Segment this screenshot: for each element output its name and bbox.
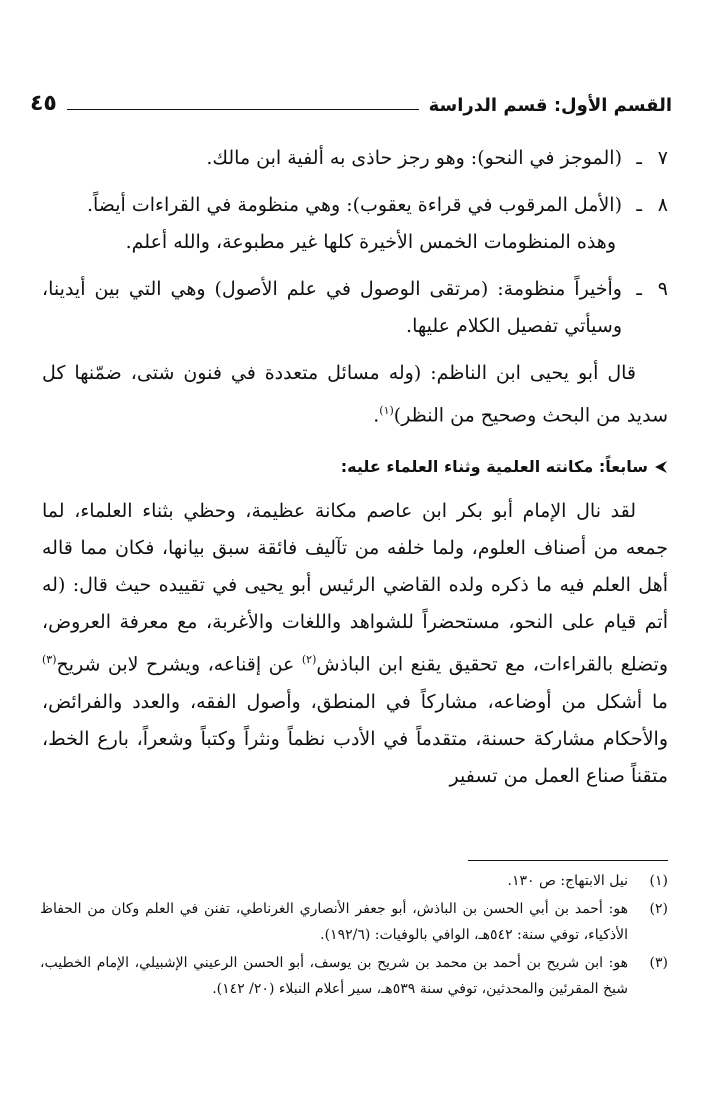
- item-number: ٧: [657, 147, 668, 169]
- arrow-bullet-icon: [654, 460, 668, 474]
- quote-text: قال أبو يحيى ابن الناظم: (وله مسائل متعددة في فنون شتى، ضمّنها كل سديد من البحث وصحيح من النظر): [42, 362, 668, 427]
- quote-end: .: [373, 404, 380, 427]
- footnote-ref-3: (٣): [42, 653, 57, 667]
- section-heading: [42, 448, 668, 485]
- footnote-number: (١): [649, 873, 668, 889]
- footnote-number: (٣): [649, 955, 668, 971]
- footnote-ref-2: (٢): [301, 653, 317, 667]
- footnote-3: [40, 950, 668, 1002]
- quote-paragraph: [42, 355, 668, 434]
- header-title: القسم الأول: قسم الدراسة: [428, 95, 672, 116]
- footnote-separator: [468, 860, 668, 861]
- list-item-9: [42, 271, 668, 345]
- item-text: وأخيراً منظومة: (مرتقى الوصول في علم الأصول) وهي التي بين أيدينا، وسيأتي تفصيل الكلام عليها.: [42, 278, 622, 337]
- footnote-text: هو: أحمد بن أبي الحسن بن الباذش، أبو جعفر الأنصاري الغرناطي، تفنن في العلم وكان من الحفاظ الأذكياء، توفي سنة: ٥٤٢هـ، الوافي بالوفيات: (١٩٢/٦).: [40, 901, 628, 943]
- header-rule: [67, 109, 419, 110]
- footnote-2: [40, 896, 668, 948]
- paragraph-text-2: عن إقناعه، ويشرح لابن شريح: [56, 653, 302, 676]
- footnote-ref-1: (١): [379, 404, 394, 417]
- footnote-text: هو: ابن شريح بن أحمد بن محمد بن شريح بن يوسف، أبو الحسن الرعيني الإشبيلي، الإمام الخطيب، شيخ المقرئين والمحدثين، توفي سنة ٥٣٩هـ، سير أعلام النبلاء (٢٠/ ١٤٢).: [40, 955, 628, 997]
- item-number: ٨: [657, 194, 668, 216]
- note-line: وهذه المنظومات الخمس الأخيرة كلها غير مطبوعة، والله أعلم.: [125, 231, 616, 253]
- list-item-8: [42, 187, 668, 224]
- item-dash: ـ: [636, 278, 642, 300]
- list-item-7: [42, 140, 668, 177]
- footnotes: [40, 868, 668, 1004]
- paragraph-text-1: لقد نال الإمام أبو بكر ابن عاصم مكانة عظيمة، وحظي بثناء العلماء، لما جمعه من أصناف العلوم، ولما خلفه من تآليف فائقة سبق بيانها، فكان مما قاله أهل العلم فيه ما ذكره ولده القاضي الرئيس أبو يحيى في تقييده حيث قال: (له أتم قيام على النحو، مستحضراً للشواهد واللغات والأغربة، مع معرفة العروض، وتضلع بالقراءات، مع تحقيق يقنع ابن الباذش: [42, 500, 668, 676]
- item-dash: ـ: [636, 147, 642, 169]
- page-number: ٤٥: [30, 91, 57, 116]
- footnote-1: [40, 868, 668, 894]
- item-text: (الموجز في النحو): وهو رجز حاذى به ألفية ابن مالك.: [206, 147, 622, 169]
- item-dash: ـ: [636, 194, 642, 216]
- paragraph-text-3: ما أشكل من أوضاعه، مشاركاً في المنطق، وأصول الفقه، والعدد والفرائض، والأحكام مشاركة حسنة، متقدماً في الأدب نظماً ونثراً وكتباً وشعراً، بارع الخط، متقناً صناع العمل من تسفير: [42, 690, 668, 787]
- item-text: (الأمل المرقوب في قراءة يعقوب): وهي منظومة في القراءات أيضاً.: [86, 194, 622, 216]
- section-heading-text: سابعاً: مكانته العلمية وثناء العلماء عليه:: [340, 457, 648, 477]
- item-number: ٩: [657, 278, 668, 300]
- footnote-number: (٢): [649, 901, 668, 917]
- main-text: [42, 140, 668, 795]
- running-header: [30, 82, 672, 116]
- main-paragraph: [42, 493, 668, 794]
- footnote-text: نيل الابتهاج: ص ١٣٠.: [507, 873, 628, 889]
